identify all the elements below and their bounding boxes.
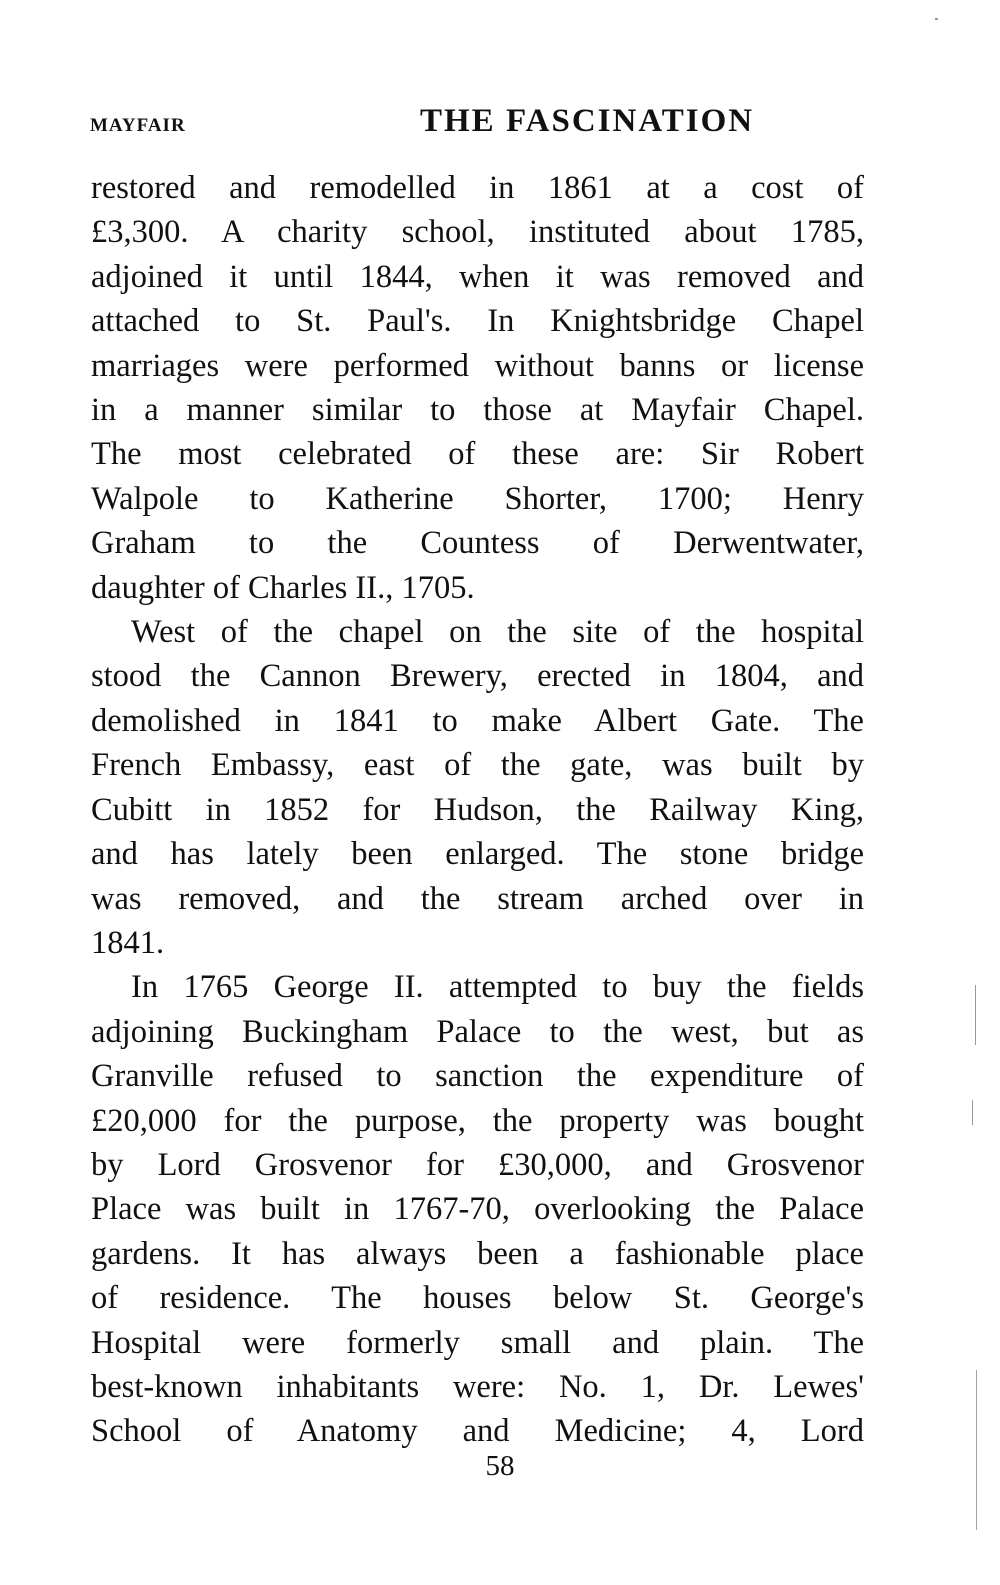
text-line: daughter of Charles II., 1705.	[91, 569, 475, 606]
paragraph-1	[91, 166, 864, 610]
text-line: and has lately been enlarged. The stone bridge	[91, 836, 864, 873]
text-line: restored and remodelled in 1861 at a cost of	[91, 170, 864, 206]
text-line: in a manner similar to those at Mayfair Chapel.	[91, 392, 864, 429]
paragraph-3	[91, 965, 864, 1453]
text-line: by Lord Grosvenor for £30,000, and Grosvenor	[91, 1146, 864, 1183]
text-line: marriages were performed without banns or license	[91, 347, 864, 384]
book-title: THE FASCINATION	[420, 103, 755, 139]
text-line: School of Anatomy and Medicine; 4, Lord	[91, 1413, 864, 1450]
text-line: Graham to the Countess of Derwentwater,	[91, 525, 864, 562]
text-line: Granville refused to sanction the expenditure of	[91, 1058, 864, 1095]
text-line: £3,300. A charity school, instituted about 1785,	[91, 214, 864, 251]
text-line: adjoined it until 1844, when it was removed and	[91, 258, 864, 295]
text-line: 1841.	[91, 924, 165, 961]
text-line: £20,000 for the purpose, the property was bought	[91, 1102, 864, 1139]
text-line: stood the Cannon Brewery, erected in 1804, and	[91, 658, 864, 695]
text-line: Place was built in 1767-70, overlooking the Palace	[91, 1191, 864, 1228]
text-line: demolished in 1841 to make Albert Gate. The	[91, 702, 864, 739]
scan-artifact	[972, 1100, 973, 1125]
scan-artifact	[976, 1370, 977, 1530]
text-line: best-known inhabitants were: No. 1, Dr. Lewes'	[91, 1368, 864, 1405]
paragraph-2	[91, 610, 864, 965]
text-line: Hospital were formerly small and plain. The	[91, 1324, 864, 1361]
text-line: The most celebrated of these are: Sir Robert	[91, 436, 864, 473]
text-line: of residence. The houses below St. George's	[91, 1280, 864, 1317]
text-line: Walpole to Katherine Shorter, 1700; Henry	[91, 480, 864, 517]
text-line: Cubitt in 1852 for Hudson, the Railway King,	[91, 791, 864, 828]
text-line: gardens. It has always been a fashionable place	[91, 1235, 864, 1272]
body-text	[91, 166, 864, 1454]
scan-artifact	[935, 18, 938, 20]
page-number: 58	[485, 1450, 515, 1482]
text-line: adjoining Buckingham Palace to the west, but as	[91, 1013, 864, 1050]
running-head	[90, 103, 870, 143]
text-line: French Embassy, east of the gate, was built by	[91, 747, 864, 784]
text-line: In 1765 George II. attempted to buy the fields	[131, 969, 864, 1006]
section-label: MAYFAIR	[90, 115, 186, 136]
text-line: was removed, and the stream arched over in	[91, 880, 864, 917]
scan-artifact	[975, 985, 976, 1045]
text-line: West of the chapel on the site of the hospital	[131, 614, 864, 651]
text-line: attached to St. Paul's. In Knightsbridge Chapel	[91, 303, 864, 340]
